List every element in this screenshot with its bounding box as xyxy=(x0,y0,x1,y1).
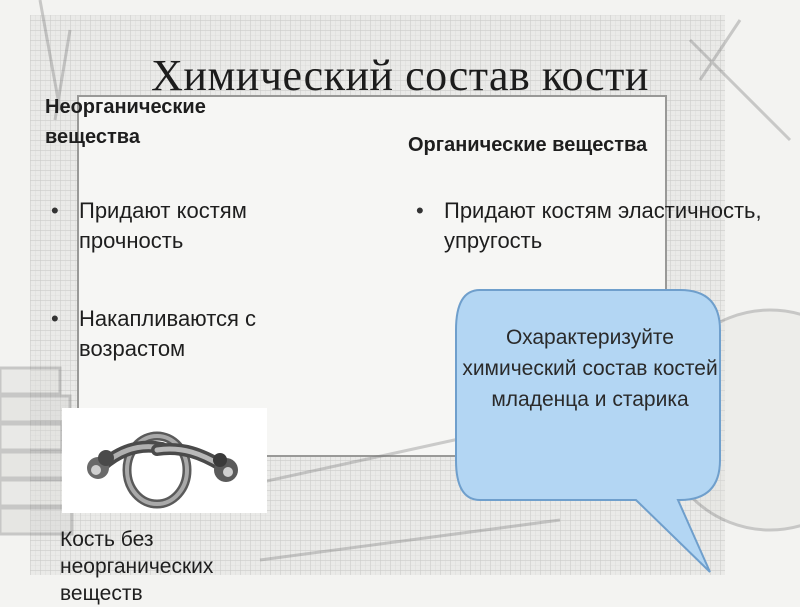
callout-question: Охарактеризуйте химический состав костей младенца и старика xyxy=(462,326,718,411)
bullet-item: • Придают костям эластичность, упругость xyxy=(410,196,770,256)
image-caption: Кость без неорганических веществ xyxy=(60,528,214,605)
inorganic-bullet-list xyxy=(45,196,345,412)
inorganic-heading: Неорганические вещества xyxy=(45,96,206,148)
bullet-item: • Накапливаются с возрастом xyxy=(45,304,345,364)
organic-heading: Органические вещества xyxy=(408,134,648,156)
bullet-item: • Придают костям прочность xyxy=(45,196,345,256)
slide-title: Химический состав кости xyxy=(151,51,649,100)
knotted-bone-image xyxy=(62,408,267,513)
